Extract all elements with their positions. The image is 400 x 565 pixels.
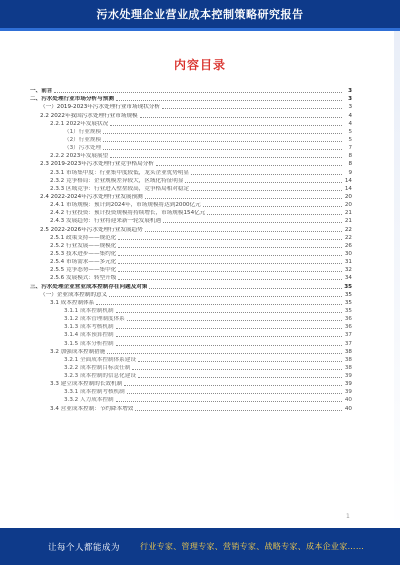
- toc-page-number: 22: [344, 226, 352, 233]
- toc-page-number: 34: [344, 275, 352, 282]
- footer-expert-list: 行业专家、管理专家、营销专家、战略专家、成本企业家……: [140, 542, 365, 551]
- toc-entry-text: 3.2 加强成本控制措施: [50, 348, 106, 355]
- toc-entry[interactable]: [30, 347, 352, 355]
- toc-page-number: 4: [348, 112, 352, 119]
- toc-entry[interactable]: [30, 159, 352, 167]
- toc-leader-dots: [110, 157, 342, 158]
- toc-entry[interactable]: [30, 143, 352, 151]
- toc-page-number: 35: [344, 291, 352, 298]
- toc-page-number: 5: [348, 128, 352, 135]
- toc-entry-text: 2.5.1 政策支持——规范化: [50, 234, 117, 241]
- toc-entry[interactable]: [30, 314, 352, 322]
- toc-leader-dots: [191, 174, 342, 175]
- toc-entry[interactable]: [30, 298, 352, 306]
- toc-entry-text: 2.5.5 竞争态势——集中化: [50, 267, 117, 274]
- toc-page-number: 39: [344, 373, 352, 380]
- toc-page-number: 20: [344, 202, 352, 209]
- header-accent-bar: [0, 28, 400, 31]
- report-footer: [0, 528, 400, 565]
- table-of-contents: [30, 86, 352, 412]
- toc-leader-dots: [124, 385, 342, 386]
- toc-leader-dots: [135, 410, 342, 411]
- toc-leader-dots: [118, 271, 342, 272]
- toc-page-number: 38: [344, 364, 352, 371]
- toc-entry-text: （一）2019-2023年污水处理行业市场现状分析: [40, 104, 160, 111]
- toc-entry-text: 3.1.1 成本控制机制: [64, 307, 114, 314]
- toc-entry[interactable]: [30, 208, 352, 216]
- toc-entry-text: 3.1.4 成本预算控制: [64, 332, 114, 339]
- toc-entry[interactable]: [30, 338, 352, 346]
- toc-entry[interactable]: [30, 224, 352, 232]
- toc-leader-dots: [118, 279, 342, 280]
- toc-page-number: 4: [348, 120, 352, 127]
- toc-leader-dots: [140, 117, 342, 118]
- toc-leader-dots: [163, 222, 342, 223]
- toc-entry[interactable]: [30, 355, 352, 363]
- toc-title: 内容目录: [173, 58, 226, 72]
- toc-entry[interactable]: [30, 330, 352, 338]
- toc-leader-dots: [145, 231, 342, 232]
- report-title: 污水处理企业营业成本控制策略研究报告: [96, 8, 304, 21]
- toc-leader-dots: [110, 125, 342, 126]
- toc-entry-text: 2.4 2022-2024年污水处理行业发展预测: [40, 193, 143, 200]
- toc-entry-text: 2.2.2 2023年发展展望: [50, 153, 109, 160]
- toc-entry[interactable]: [30, 200, 352, 208]
- toc-entry[interactable]: [30, 167, 352, 175]
- toc-entry[interactable]: [30, 265, 352, 273]
- toc-page-number: 8: [348, 153, 352, 160]
- toc-entry[interactable]: [30, 233, 352, 241]
- toc-page-number: 36: [344, 324, 352, 331]
- toc-leader-dots: [118, 247, 342, 248]
- toc-entry-text: （3）污水处理: [64, 145, 102, 152]
- toc-page-number: 39: [344, 389, 352, 396]
- toc-page-number: 39: [344, 381, 352, 388]
- toc-entry[interactable]: [30, 192, 352, 200]
- toc-entry-text: 2.5.3 技术进步——集约化: [50, 250, 117, 257]
- toc-leader-dots: [118, 255, 342, 256]
- toc-entry-text: 2.2.1 2022年发展状况: [50, 120, 109, 127]
- toc-page-number: 35: [344, 307, 352, 314]
- toc-entry[interactable]: [30, 363, 352, 371]
- toc-leader-dots: [103, 149, 342, 150]
- toc-entry[interactable]: [30, 102, 352, 110]
- toc-leader-dots: [145, 198, 342, 199]
- toc-entry-text: 2.3 2019-2023年污水处理行业竞争格局分析: [40, 161, 154, 168]
- toc-page-number: 5: [348, 136, 352, 143]
- toc-leader-dots: [149, 288, 342, 289]
- report-header: [0, 0, 400, 28]
- toc-page-number: 32: [344, 267, 352, 274]
- toc-entry[interactable]: [30, 387, 352, 395]
- toc-entry[interactable]: [30, 371, 352, 379]
- toc-entry[interactable]: [30, 403, 352, 411]
- toc-entry[interactable]: [30, 241, 352, 249]
- toc-leader-dots: [116, 328, 342, 329]
- toc-leader-dots: [116, 312, 342, 313]
- toc-page-number: 3: [348, 96, 352, 103]
- toc-entry-text: 3.3.1 成本控制考核机制: [64, 389, 125, 396]
- toc-page-number: 7: [348, 145, 352, 152]
- toc-leader-dots: [116, 336, 342, 337]
- toc-page-number: 40: [344, 397, 352, 404]
- toc-entry-text: 3.2.1 全面成本控制体系建设: [64, 356, 136, 363]
- toc-page-number: 8: [348, 161, 352, 168]
- toc-page-number: 20: [344, 193, 352, 200]
- toc-entry[interactable]: [30, 86, 352, 94]
- toc-leader-dots: [207, 214, 342, 215]
- toc-leader-dots: [103, 133, 342, 134]
- toc-entry-text: 三、污水处理企业营业成本控制存在问题及对策: [30, 283, 148, 290]
- toc-entry-text: 一、前言: [30, 88, 53, 95]
- toc-page-number: 22: [344, 234, 352, 241]
- toc-leader-dots: [127, 320, 342, 321]
- toc-entry-text: 3.1.2 成本管理制度体系: [64, 316, 125, 323]
- toc-entry-text: 二、污水处理行业市场分析与预测: [30, 96, 114, 103]
- toc-entry[interactable]: [30, 379, 352, 387]
- toc-page-number: 21: [344, 210, 352, 217]
- toc-page-number: 36: [344, 316, 352, 323]
- toc-entry[interactable]: [30, 184, 352, 192]
- toc-entry-text: 2.5 2022-2026年污水处理行业发展趋势: [40, 226, 143, 233]
- toc-page-number: 14: [344, 185, 352, 192]
- toc-entry[interactable]: [30, 127, 352, 135]
- toc-entry[interactable]: [30, 281, 352, 289]
- toc-entry-text: 3.3.2 人力成本控制: [64, 397, 114, 404]
- toc-entry-text: 2.5.2 行业发展——规模化: [50, 242, 117, 249]
- toc-entry[interactable]: [30, 216, 352, 224]
- toc-leader-dots: [191, 190, 342, 191]
- page-marker: 1: [346, 513, 350, 520]
- toc-leader-dots: [118, 239, 342, 240]
- toc-leader-dots: [162, 108, 342, 109]
- toc-entry-text: 2.5.6 发展模式：转型升级: [50, 275, 117, 282]
- toc-page-number: 35: [344, 283, 352, 290]
- toc-entry-text: 2.3.3 区域竞争：行业进入壁垒较高，竞争格局相对稳定: [50, 185, 190, 192]
- toc-entry-text: 2.3.2 竞争格局：企业规模差异较大，区域化特征明显: [50, 177, 184, 184]
- toc-entry-text: 2.4.3 发展趋势：行业将迎来新一轮发展机遇: [50, 218, 162, 225]
- toc-entry-text: 3.1 成本控制体系: [50, 299, 95, 306]
- toc-entry-text: 3.2.2 成本控制目标责任制: [64, 364, 131, 371]
- toc-leader-dots: [185, 182, 342, 183]
- toc-entry[interactable]: [30, 322, 352, 330]
- toc-entry-text: 3.1.5 成本分析控制: [64, 340, 114, 347]
- toc-leader-dots: [156, 165, 342, 166]
- toc-entry-text: 2.3.1 市场集中度：行业集中度较低，龙头企业优势明显: [50, 169, 190, 176]
- toc-entry[interactable]: [30, 395, 352, 403]
- toc-page-number: 31: [344, 259, 352, 266]
- toc-leader-dots: [116, 401, 342, 402]
- toc-leader-dots: [116, 345, 342, 346]
- toc-entry[interactable]: [30, 249, 352, 257]
- toc-page-number: 37: [344, 340, 352, 347]
- toc-entry-text: （2）行业规模: [64, 136, 102, 143]
- toc-entry-text: 3.4 营业成本控制：节约降本增效: [50, 405, 134, 412]
- toc-entry[interactable]: [30, 290, 352, 298]
- toc-entry-text: 3.3 建立成本控制的长效机制: [50, 381, 123, 388]
- toc-page-number: 30: [344, 250, 352, 257]
- toc-leader-dots: [96, 304, 342, 305]
- toc-entry[interactable]: [30, 257, 352, 265]
- toc-leader-dots: [118, 263, 342, 264]
- toc-page-number: 9: [348, 169, 352, 176]
- toc-leader-dots: [54, 92, 342, 93]
- footer-slogan: 让每个人都能成为: [48, 542, 121, 553]
- toc-page-number: 14: [344, 177, 352, 184]
- side-decoration: [394, 31, 400, 531]
- toc-page-number: 37: [344, 332, 352, 339]
- toc-entry[interactable]: [30, 94, 352, 102]
- toc-page-number: 3: [348, 104, 352, 111]
- toc-page-number: 38: [344, 348, 352, 355]
- toc-leader-dots: [107, 353, 342, 354]
- toc-entry-text: 2.4.1 市场规模：预计到2024年，市场规模将达到2000亿元: [50, 202, 201, 209]
- toc-page-number: 35: [344, 299, 352, 306]
- toc-entry-text: 2.4.2 行业投资：预计投资规模将持续增长，市场规模154亿元: [50, 210, 206, 217]
- toc-page-number: 21: [344, 218, 352, 225]
- toc-entry-text: 3.2.3 成本控制的信息化建设: [64, 373, 136, 380]
- toc-entry-text: （一）企业成本控制的意义: [40, 291, 108, 298]
- toc-entry[interactable]: [30, 119, 352, 127]
- toc-leader-dots: [132, 369, 342, 370]
- toc-page-number: 38: [344, 356, 352, 363]
- toc-leader-dots: [138, 377, 342, 378]
- toc-page-number: 40: [344, 405, 352, 412]
- toc-entry-text: 2.5.4 市场需求——多元化: [50, 259, 117, 266]
- toc-leader-dots: [138, 361, 342, 362]
- toc-entry[interactable]: [30, 306, 352, 314]
- toc-leader-dots: [103, 141, 342, 142]
- toc-leader-dots: [116, 100, 342, 101]
- toc-page-number: 3: [348, 88, 352, 95]
- toc-leader-dots: [109, 296, 342, 297]
- toc-entry-text: （1）行业规模: [64, 128, 102, 135]
- toc-leader-dots: [127, 393, 342, 394]
- toc-entry[interactable]: [30, 151, 352, 159]
- toc-leader-dots: [203, 206, 342, 207]
- toc-entry[interactable]: [30, 135, 352, 143]
- toc-entry-text: 2.2 2022年我国污水处理行业市场规模: [40, 112, 138, 119]
- toc-entry[interactable]: [30, 176, 352, 184]
- toc-entry[interactable]: [30, 110, 352, 118]
- toc-entry[interactable]: [30, 273, 352, 281]
- toc-page-number: 26: [344, 242, 352, 249]
- toc-entry-text: 3.1.3 成本考核机制: [64, 324, 114, 331]
